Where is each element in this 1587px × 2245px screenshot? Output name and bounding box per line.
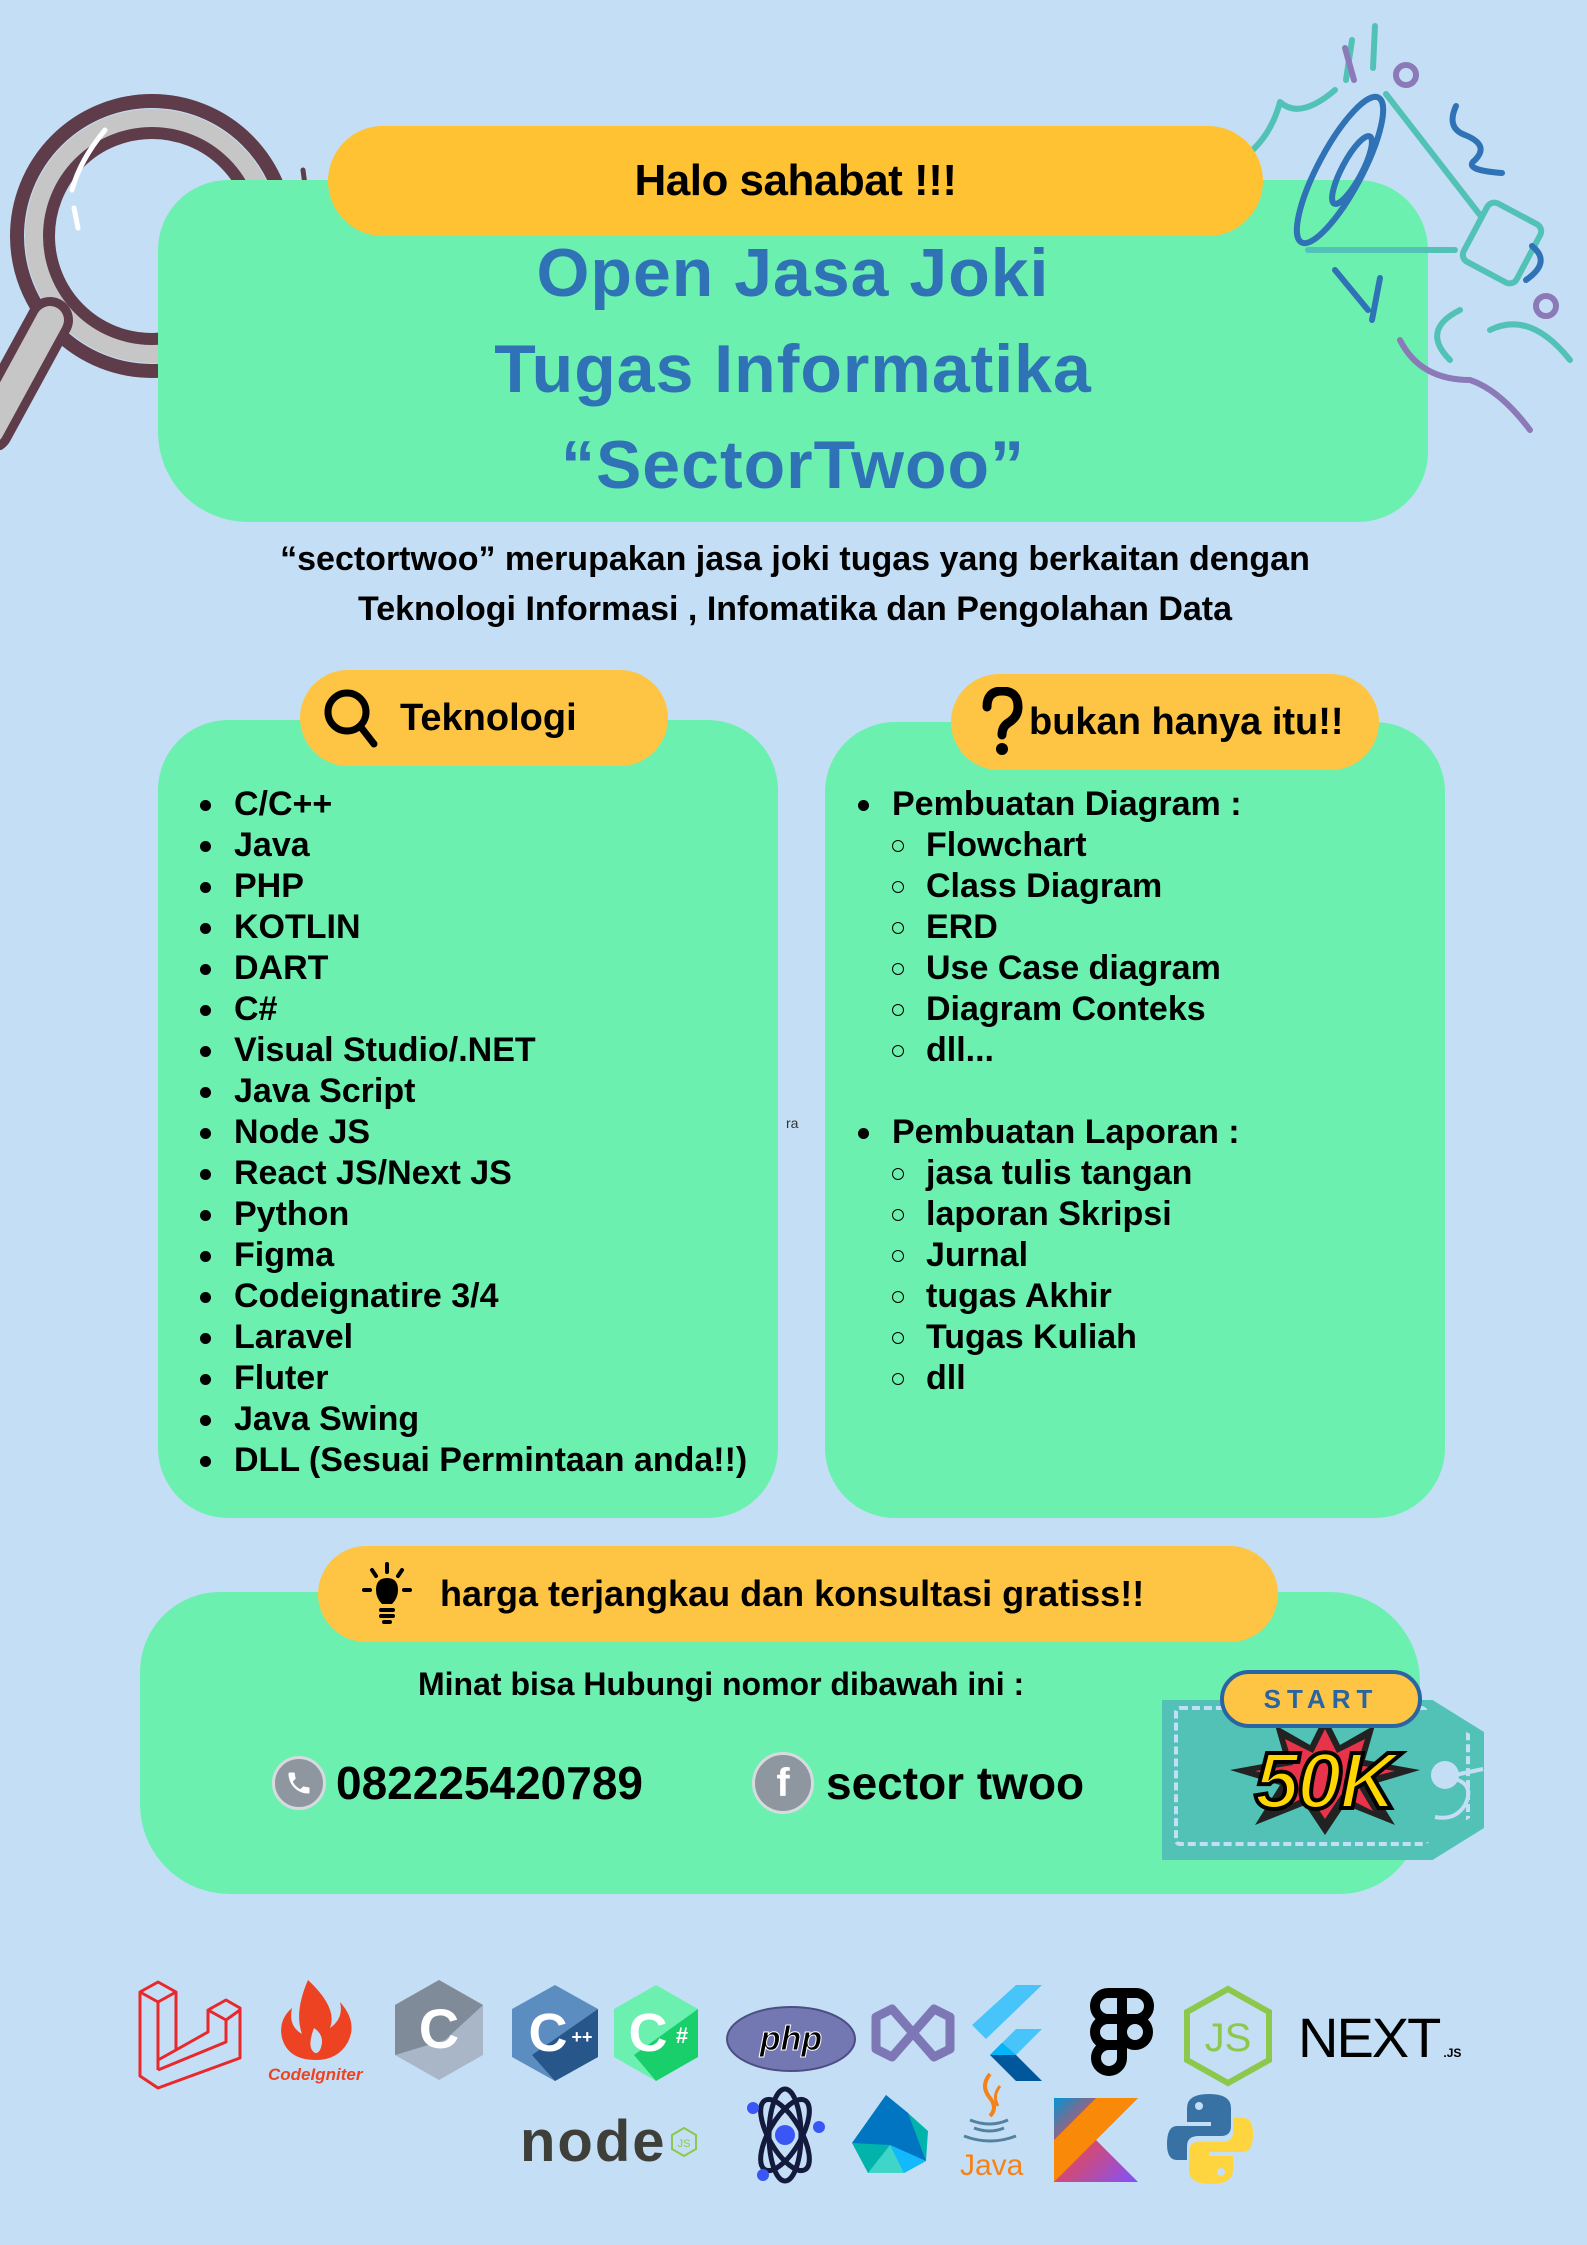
c-language-logo-icon [395, 1980, 483, 2080]
list-item: ERD [840, 907, 1242, 948]
nextjs-suffix: .JS [1443, 2046, 1462, 2060]
list-item: Laravel [182, 1317, 747, 1358]
technology-heading-text: Teknologi [400, 696, 577, 739]
list-item: C/C++ [182, 784, 747, 825]
list-item: Use Case diagram [840, 948, 1242, 989]
visual-studio-logo-icon [870, 1995, 956, 2081]
svg-text:C: C [418, 1997, 460, 2060]
list-item: Flowchart [840, 825, 1242, 866]
search-icon [322, 686, 382, 750]
diagram-sublist [840, 825, 1242, 1071]
java-wordmark: Java [960, 2149, 1024, 2182]
csharp-logo-icon [614, 1985, 698, 2081]
js-badge-icon [671, 2127, 697, 2157]
technology-heading [300, 670, 668, 766]
codeigniter-logo [268, 1978, 364, 2088]
list-item: tugas Akhir [840, 1276, 1242, 1317]
greeting-banner [328, 126, 1263, 236]
list-item: Class Diagram [840, 866, 1242, 907]
facebook-icon: f [752, 1752, 814, 1814]
list-item: Visual Studio/.NET [182, 1030, 747, 1071]
technology-list [182, 784, 747, 1481]
list-item: KOTLIN [182, 907, 747, 948]
phone-number[interactable]: 082225420789 [336, 1757, 643, 1809]
list-item: Fluter [182, 1358, 747, 1399]
figma-logo-icon [1090, 1987, 1154, 2083]
diagram-group [840, 784, 1242, 825]
list-item: Node JS [182, 1112, 747, 1153]
list-item: laporan Skripsi [840, 1194, 1242, 1235]
hero-title-line-2: Tugas Informatika [494, 331, 1092, 407]
phone-icon [272, 1756, 326, 1810]
svg-text:JS: JS [1204, 2016, 1252, 2060]
dart-logo-icon [850, 2095, 930, 2177]
phone-contact[interactable] [272, 1756, 643, 1810]
list-item: React JS/Next JS [182, 1153, 747, 1194]
coffee-cup-icon [960, 2072, 1020, 2144]
list-item: dll... [840, 1030, 1242, 1071]
list-item: Python [182, 1194, 747, 1235]
start-badge: START [1220, 1670, 1422, 1728]
nodejs-wordmark-logo [520, 2108, 697, 2175]
price-value: 50K [1254, 1736, 1396, 1825]
more-services-heading-text: bukan hanya itu!! [1029, 700, 1344, 743]
svg-text:C: C [628, 2003, 668, 2063]
list-item: Diagram Conteks [840, 989, 1242, 1030]
lightbulb-icon [362, 1562, 412, 1626]
list-item: Jurnal [840, 1235, 1242, 1276]
list-item: DLL (Sesuai Permintaan anda!!) [182, 1440, 747, 1481]
list-item: DART [182, 948, 747, 989]
nextjs-logo [1298, 2000, 1462, 2070]
intro-line-2: Teknologi Informasi , Infomatika dan Pengolahan Data [357, 590, 1233, 628]
list-item: Tugas Kuliah [840, 1317, 1242, 1358]
list-item: Java Script [182, 1071, 747, 1112]
svg-text:C: C [528, 2003, 568, 2063]
question-icon [981, 687, 1023, 757]
svg-text:#: # [675, 2023, 689, 2048]
price-banner [318, 1546, 1278, 1642]
facebook-contact[interactable] [752, 1752, 1084, 1814]
flame-icon [268, 1978, 364, 2060]
more-services-list [840, 784, 1242, 1399]
flutter-logo-icon [970, 1985, 1046, 2081]
group-title: Pembuatan Diagram : [840, 784, 1242, 825]
java-logo [960, 2072, 1024, 2184]
list-item: dll [840, 1358, 1242, 1399]
list-item: Java [182, 825, 747, 866]
list-item: Java Swing [182, 1399, 747, 1440]
list-item: jasa tulis tangan [840, 1153, 1242, 1194]
nextjs-wordmark: NEXT [1298, 2006, 1440, 2069]
group-title: Pembuatan Laporan : [840, 1112, 1242, 1153]
intro-line-1: “sectortwoo” merupakan jasa joki tugas yang berkaitan dengan [280, 540, 1310, 578]
react-logo-icon [742, 2085, 828, 2185]
laravel-logo-icon [138, 1980, 242, 2090]
list-item: C# [182, 989, 747, 1030]
hero-title-line-3: “SectorTwoo” [560, 427, 1026, 503]
report-sublist [840, 1153, 1242, 1399]
contact-lead: Minat bisa Hubungi nomor dibawah ini : [418, 1666, 1025, 1702]
svg-text:php: php [759, 2020, 823, 2058]
facebook-name[interactable]: sector twoo [826, 1757, 1085, 1809]
price-banner-text: harga terjangkau dan konsultasi gratiss!! [440, 1573, 1145, 1614]
php-logo-icon [726, 2006, 856, 2072]
python-logo-icon [1165, 2092, 1255, 2186]
hero-title-line-1: Open Jasa Joki [536, 235, 1050, 311]
codeigniter-caption: CodeIgniter [268, 2065, 363, 2084]
nodejs-hex-logo-icon [1183, 1985, 1273, 2087]
node-wordmark: node [520, 2109, 667, 2174]
list-item: Codeignatire 3/4 [182, 1276, 747, 1317]
greeting-text: Halo sahabat !!! [634, 156, 957, 205]
cpp-logo-icon [512, 1985, 598, 2081]
kotlin-logo-icon [1054, 2098, 1138, 2182]
list-item: PHP [182, 866, 747, 907]
svg-text:JS: JS [677, 2137, 690, 2150]
svg-text:++: ++ [571, 2027, 593, 2047]
report-group [840, 1112, 1242, 1153]
tag-hole-icon [1425, 1755, 1485, 1825]
stray-text: ra [786, 1115, 799, 1131]
list-item: Figma [182, 1235, 747, 1276]
more-services-heading [951, 674, 1379, 770]
